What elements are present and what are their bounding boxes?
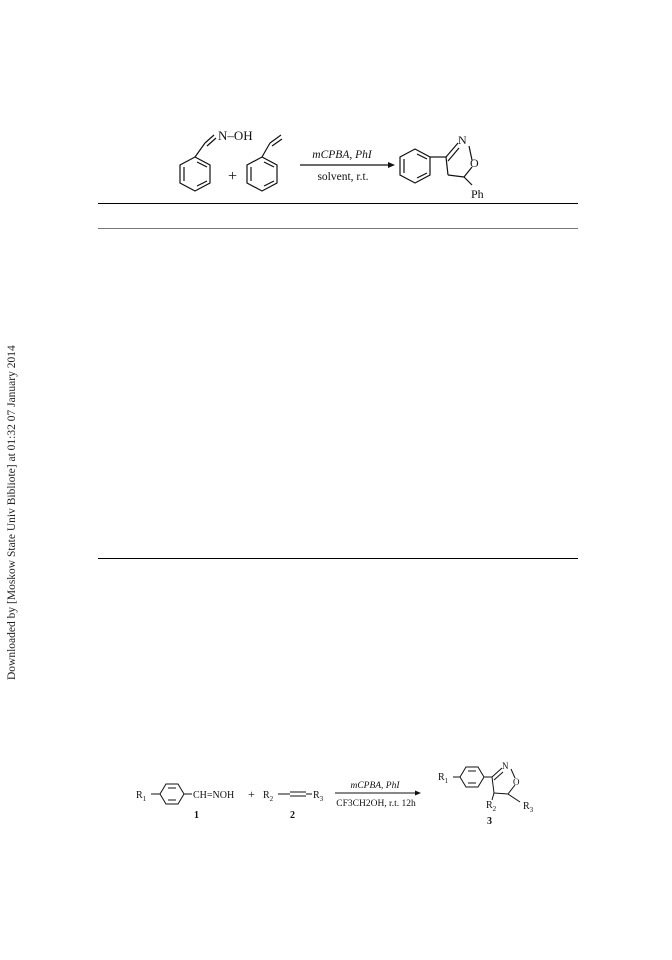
plus-sign-2: + <box>248 787 255 801</box>
isoxazoline-product-structure <box>400 143 472 185</box>
plus-sign: + <box>228 168 238 185</box>
product-r3-label: $R_3$ <box>523 801 534 814</box>
isoxazoline-product-structure-2 <box>453 767 520 802</box>
conditions-label: solvent, r.t. <box>317 171 369 183</box>
oxime-group-label-2: CH=NOH <box>193 790 235 801</box>
product-r1-label: $R_1$ <box>438 772 449 785</box>
compound-3-label: 3 <box>487 816 492 827</box>
compound-2-label: 2 <box>290 810 295 821</box>
benzaldehyde-oxime-structure <box>180 135 216 191</box>
table-bottom-rule <box>98 558 578 559</box>
product-n-label-2: N <box>502 761 509 771</box>
reaction-scheme-1 <box>150 115 530 205</box>
aryl-oxime-structure <box>151 784 192 804</box>
product-n-label: N <box>458 133 467 147</box>
table-header-rule <box>98 228 578 229</box>
conditions-label-2: CF3CH2OH, r.t. 12h <box>336 799 416 809</box>
oxime-group-label: N–OH <box>218 128 253 143</box>
product-ph-label: Ph <box>471 187 484 201</box>
product-o-label-2: O <box>513 777 520 787</box>
r3-label: $R_3$ <box>313 790 324 803</box>
table-top-rule <box>98 203 578 204</box>
reagents-label: mCPBA, PhI <box>312 149 372 161</box>
r2-label: $R_2$ <box>263 790 274 803</box>
reagents-label-2: mCPBA, PhI <box>350 781 400 791</box>
product-r2-label: $R_2$ <box>486 800 497 813</box>
alkene-structure <box>278 792 312 796</box>
product-o-label: O <box>470 156 479 170</box>
reaction-scheme-2 <box>130 760 570 840</box>
r1-label: $R_1$ <box>136 790 147 803</box>
download-watermark: Downloaded by [Moskow State Univ Bibliote] at 01:32 07 January 2014 <box>6 345 18 680</box>
styrene-structure <box>247 135 282 191</box>
compound-1-label: 1 <box>194 810 199 821</box>
